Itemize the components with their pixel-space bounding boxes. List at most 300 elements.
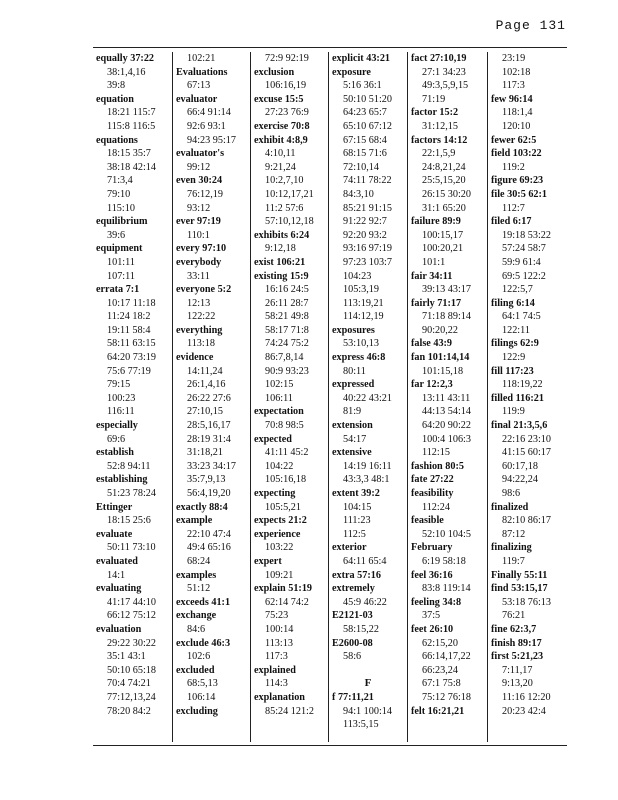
index-column-5 [407,52,487,742]
page-reference: 41:17 44:10 [107,596,156,608]
page-reference: 101:1 [422,256,446,268]
page-reference: 35:7,9,13 [187,474,226,486]
page-reference: 6:19 58:18 [422,555,466,567]
index-term: exchange [176,610,217,622]
page-reference: 22:16 23:10 [502,433,551,445]
page-reference: 114:12,19 [343,311,384,323]
page-reference: 112:5 [343,528,366,540]
index-term: exposure [332,66,371,78]
page-reference: 71:19 [422,93,446,105]
page-reference: 39:8 [107,80,126,92]
page-reference: 35:1 43:1 [107,651,146,663]
index-term: find 53:15,17 [491,583,548,595]
page-reference: 39:6 [107,229,126,241]
index-term: excluded [176,664,215,676]
index-term: express 46:8 [332,352,386,364]
page-reference: 70:8 98:5 [265,420,304,432]
index-term: existing 15:9 [254,270,309,282]
index-term: feel 36:16 [411,569,453,581]
page-reference: 68:15 71:6 [343,148,387,160]
page-reference: 103:22 [265,542,294,554]
page-reference: 104:15 [343,501,372,513]
page-reference: 85:24 121:2 [265,705,314,717]
page-reference: 53:10,13 [343,338,379,350]
section-letter: F [364,677,372,690]
index-term: explained [254,664,296,676]
index-term: feet 26:10 [411,623,454,635]
page-reference: 117:3 [265,651,288,663]
page-reference: 94:23 95:17 [187,134,236,146]
page-reference: 19:18 53:22 [502,229,551,241]
page-reference: 100:23 [107,392,136,404]
index-term: E2600-08 [332,637,373,649]
index-term: final 21:3,5,6 [491,420,548,432]
index-term: example [176,515,213,527]
index-term: every 97:10 [176,243,227,255]
page-reference: 26:22 27:6 [187,392,231,404]
page-reference: 54:17 [343,433,367,445]
index-term: extensive [332,447,372,459]
page-reference: 80:11 [343,365,366,377]
page-reference: 71:3,4 [107,175,133,187]
index-term: everything [176,324,223,336]
page-reference: 76:12,19 [187,188,223,200]
page-reference: 105:16,18 [265,474,307,486]
page-reference: 113:19,21 [343,297,384,309]
page-reference: 107:11 [107,270,135,282]
index-term: everybody [176,256,222,268]
page-reference: 85:21 91:15 [343,202,392,214]
page-reference: 13:11 43:11 [422,392,471,404]
page-reference: 26:1,4,16 [187,379,226,391]
page-reference: 67:15 68:4 [343,134,387,146]
page-reference: 112:24 [422,501,450,513]
page-reference: 18:21 115:7 [107,107,156,119]
page-reference: 122:22 [187,311,216,323]
index-term: evaluator [176,93,218,105]
index-term: evidence [176,352,214,364]
index-term: examples [176,569,217,581]
page-reference: 10:17 11:18 [107,297,156,309]
page-reference: 10:2,7,10 [265,175,304,187]
page-reference: 26:11 28:7 [265,297,309,309]
page-reference: 66:23,24 [422,664,458,676]
page-reference: 41:15 60:17 [502,447,551,459]
index-term: extremely [332,583,375,595]
page-reference: 79:15 [107,379,131,391]
page-reference: 113:13 [265,637,293,649]
page-reference: 120:10 [502,120,531,132]
page-reference: 66:4 91:14 [187,107,231,119]
page-reference: 109:21 [265,569,294,581]
page-reference: 70:4 74:21 [107,678,151,690]
index-term: figure 69:23 [491,175,544,187]
page-reference: 112:7 [502,202,525,214]
index-column-1 [93,52,172,742]
page-reference: 49:4 65:16 [187,542,231,554]
index-term: expressed [332,379,375,391]
index-term: evaluate [96,528,133,540]
page-reference: 113:18 [187,338,215,350]
index-term: excluding [176,705,218,717]
index-term: evaluator's [176,148,225,160]
index-column-4 [328,52,407,742]
page-reference: 62:15,20 [422,637,458,649]
page-reference: 60:17,18 [502,460,538,472]
index-term: first 5:21,23 [491,651,544,663]
index-term: factors 14:12 [411,134,468,146]
index-term: expecting [254,488,296,499]
page-reference: 58:15,22 [343,623,379,635]
index-term: everyone 5:2 [176,284,232,296]
page-reference: 68:5,13 [187,678,218,690]
page-reference: 101:11 [107,256,135,268]
index-term: exposures [332,324,375,336]
index-term: equally 37:22 [96,53,155,64]
index-term: finalizing [491,542,532,554]
page-reference: 66:12 75:12 [107,610,156,622]
page-reference: 27:10,15 [187,406,223,418]
index-term: exhibits 6:24 [254,229,310,241]
index-term: explanation [254,691,305,703]
page-reference: 38:18 42:14 [107,161,156,173]
page-reference: 56:4,19,20 [187,488,231,499]
page-reference: 28:5,16,17 [187,420,231,432]
page-reference: 67:13 [187,80,211,92]
index-term: exclusion [254,66,295,78]
page-number: Page 131 [495,18,566,33]
index-term: fine 62:3,7 [491,623,537,635]
index-term: file 30:5 62:1 [491,188,548,200]
index-term: E2121-03 [332,610,373,622]
page-reference: 105:5,21 [265,501,301,513]
index-term: false 43:9 [411,338,453,350]
page-reference: 90:9 93:23 [265,365,309,377]
index-term: equilibrium [96,216,148,228]
index-term: extent 39:2 [332,488,380,499]
page-reference: 101:15,18 [422,365,464,377]
page-reference: 10:12,17,21 [265,188,314,200]
index-term: expert [254,555,282,567]
page-reference: 115:10 [107,202,135,214]
page-reference: 11:2 57:6 [265,202,304,214]
index-term: filed 6:17 [491,216,532,228]
index-term: far 12:2,3 [411,379,453,391]
page-reference: 84:6 [187,623,206,635]
page-reference: 22:10 47:4 [187,528,231,540]
index-term: even 30:24 [176,175,223,187]
page-reference: 115:8 116:5 [107,120,156,132]
page-reference: 76:21 [502,610,526,622]
page-reference: 79:10 [107,188,131,200]
page-reference: 29:22 30:22 [107,637,156,649]
page-reference: 104:22 [265,460,294,472]
page-reference: 14:19 16:11 [343,460,392,472]
page-reference: 87:12 [502,528,526,540]
index-term: f 77:11,21 [332,691,374,703]
index-term: extra 57:16 [332,569,381,581]
index-term: failure 89:9 [411,216,461,228]
page-reference: 33:23 34:17 [187,460,236,472]
index-term: excuse 15:5 [254,93,304,105]
page-reference: 106:14 [187,691,216,703]
page-reference: 102:15 [265,379,294,391]
page-reference: 26:15 30:20 [422,188,471,200]
index-term: evaluated [96,555,138,567]
page-reference: 78:20 84:2 [107,705,151,717]
page-reference: 9:12,18 [265,243,296,255]
page-reference: 110:1 [187,229,210,241]
page-reference: 58:6 [343,651,362,663]
page-reference: 16:16 24:5 [265,284,309,296]
index-term: feasible [411,515,444,527]
page-reference: 74:11 78:22 [343,175,392,187]
index-term: fate 27:22 [411,474,454,486]
page-reference: 62:14 74:2 [265,596,309,608]
index-term: fair 34:11 [411,270,453,282]
index-term: Finally 55:11 [491,569,548,581]
page-reference: 92:20 93:2 [343,229,387,241]
page-reference: 41:11 45:2 [265,447,309,459]
page-reference: 102:6 [187,651,211,663]
page-reference: 64:23 65:7 [343,107,387,119]
page-reference: 114:3 [265,678,288,690]
page-reference: 50:10 51:20 [343,93,392,105]
page-reference: 23:19 [502,53,526,64]
index-term: exclude 46:3 [176,637,231,649]
page-reference: 99:12 [187,161,211,173]
page-reference: 113:5,15 [343,719,379,731]
index-term: finish 89:17 [491,637,542,649]
page-reference: 64:20 90:22 [422,420,471,432]
index-term: establishing [96,474,148,486]
index-term: evaluation [96,623,142,635]
page-reference [329,664,407,678]
index-term: extension [332,420,373,432]
index-term: establish [96,447,134,459]
page-reference: 83:8 119:14 [422,583,471,595]
page-reference: 9:13,20 [502,678,533,690]
page-reference: 5:16 36:1 [343,80,382,92]
page-reference: 31:18,21 [187,447,223,459]
page-reference: 66:14,17,22 [422,651,471,663]
page-reference: 44:13 54:14 [422,406,471,418]
index-term: field 103:22 [491,148,542,160]
index-term: feeling 34:8 [411,596,462,608]
page-reference: 53:18 76:13 [502,596,551,608]
page-reference: 14:1 [107,569,126,581]
index-term: exhibit 4:8,9 [254,134,308,146]
page-reference: 25:5,15,20 [422,175,466,187]
index-term: explain 51:19 [254,583,313,595]
index-term: finalized [491,501,529,513]
index-term: errata 7:1 [96,284,140,296]
index-term: equipment [96,243,143,255]
page-reference: 100:20,21 [422,243,464,255]
page-reference: 100:15,17 [422,229,464,241]
index-term: explicit 43:21 [332,53,391,64]
page-reference: 90:20,22 [422,324,458,336]
index-term: evaluating [96,583,142,595]
index-term: fairly 71:17 [411,297,462,309]
page-reference: 119:2 [502,161,525,173]
index-term: Evaluations [176,66,228,78]
page-reference: 106:11 [265,392,293,404]
page-reference: 58:17 71:8 [265,324,309,336]
page-reference: 28:19 31:4 [187,433,231,445]
index-term: fashion 80:5 [411,460,464,472]
page-reference: 69:6 [107,433,126,445]
page-reference: 81:9 [343,406,362,418]
page-reference: 64:1 74:5 [502,311,541,323]
page-reference: 94:1 100:14 [343,705,392,717]
index-term: exactly 88:4 [176,501,228,513]
page-reference: 50:11 73:10 [107,542,156,554]
page-reference: 22:1,5,9 [422,148,456,160]
page-reference: 100:4 106:3 [422,433,471,445]
page-reference: 97:23 103:7 [343,256,392,268]
page-reference: 72:9 92:19 [265,53,309,64]
index-term: filing 6:14 [491,297,535,309]
page-reference: 18:15 35:7 [107,148,151,160]
page-reference: 104:23 [343,270,372,282]
index-term: February [411,542,453,554]
page-reference: 33:11 [187,270,210,282]
index-term: exercise 70:8 [254,120,310,132]
page-reference: 118:19,22 [502,379,543,391]
page-reference: 106:16,19 [265,80,307,92]
page-reference: 43:3,3 48:1 [343,474,390,486]
index-term: Ettinger [96,501,133,513]
page-reference: 11:24 18:2 [107,311,151,323]
page-reference: 59:9 61:4 [502,256,541,268]
page-reference: 18:15 25:6 [107,515,151,527]
index-term: equation [96,93,134,105]
page-reference: 69:5 122:2 [502,270,546,282]
page-reference: 102:21 [187,53,216,64]
index-term: fill 117:23 [491,365,534,377]
index-term: especially [96,420,138,432]
index-term: expects 21:2 [254,515,307,527]
page-reference: 72:10,14 [343,161,379,173]
page-reference: 75:12 76:18 [422,691,471,703]
page-reference: 57:24 58:7 [502,243,546,255]
index-term: exceeds 41:1 [176,596,231,608]
page-reference: 122:9 [502,352,526,364]
page-reference: 64:11 65:4 [343,555,387,567]
page-reference: 40:22 43:21 [343,392,392,404]
page-reference: 51:23 78:24 [107,488,156,499]
page-reference: 75:23 [265,610,289,622]
page-reference: 38:1,4,16 [107,66,146,78]
index-term: fan 101:14,14 [411,352,470,364]
page-reference: 58:11 63:15 [107,338,156,350]
index-term: factor 15:2 [411,107,459,119]
page-reference: 93:12 [187,202,211,214]
index-term: ever 97:19 [176,216,221,228]
page-reference: 84:3,10 [343,188,374,200]
page-reference: 105:3,19 [343,284,379,296]
index-term: few 96:14 [491,93,533,105]
index-table [93,47,567,746]
page-reference: 52:8 94:11 [107,460,151,472]
page-reference: 75:6 77:19 [107,365,151,377]
page-reference: 94:22,24 [502,474,538,486]
page-reference: 24:8,21,24 [422,161,466,173]
page-reference: 49:3,5,9,15 [422,80,469,92]
page-reference: 19:11 58:4 [107,324,151,336]
page-reference: 58:21 49:8 [265,311,309,323]
index-term: filings 62:9 [491,338,539,350]
page-reference: 14:11,24 [187,365,223,377]
page-reference: 68:24 [187,555,211,567]
index-term: fact 27:10,19 [411,53,467,64]
index-term: fewer 62:5 [491,134,537,146]
page-reference: 31:12,15 [422,120,458,132]
page-reference: 111:23 [343,515,371,527]
page-reference: 4:10,11 [265,148,296,160]
index-column-2 [172,52,250,742]
page-reference: 20:23 42:4 [502,705,546,717]
page-reference: 122:11 [502,324,530,336]
page-reference: 118:1,4 [502,107,533,119]
page-reference: 51:12 [187,583,211,595]
page-reference: 117:3 [502,80,525,92]
page-reference: 122:5,7 [502,284,533,296]
index-term: filled 116:21 [491,392,544,404]
page-reference: 116:11 [107,406,135,418]
index-term: expected [254,433,292,445]
page-reference: 92:6 93:1 [187,120,226,132]
page-reference: 11:16 12:20 [502,691,551,703]
page-reference: 86:7,8,14 [265,352,304,364]
page-reference: 112:15 [422,447,450,459]
index-term: felt 16:21,21 [411,705,465,717]
page-reference: 64:20 73:19 [107,352,156,364]
page-reference: 12:13 [187,297,211,309]
page-reference: 102:18 [502,66,531,78]
index-term: equations [96,134,138,146]
index-term: feasibility [411,488,454,499]
page-reference: 57:10,12,18 [265,216,314,228]
index-term: experience [254,528,301,540]
page-reference: 45:9 46:22 [343,596,387,608]
page-reference: 52:10 104:5 [422,528,471,540]
page-reference: 50:10 65:18 [107,664,156,676]
page-reference: 77:12,13,24 [107,691,156,703]
page-reference: 119:7 [502,555,525,567]
page-reference: 67:1 75:8 [422,678,461,690]
index-term: expectation [254,406,304,418]
page-reference: 119:9 [502,406,525,418]
page-reference: 82:10 86:17 [502,515,551,527]
index-column-3 [250,52,328,742]
page-reference: 98:6 [502,488,521,499]
page-reference: 7:11,17 [502,664,533,676]
page-reference: 91:22 92:7 [343,216,387,228]
page-reference: 31:1 65:20 [422,202,466,214]
page-reference: 27:23 76:9 [265,107,309,119]
index-term: exterior [332,542,367,554]
index-term: exist 106:21 [254,256,306,268]
page-reference: 27:1 34:23 [422,66,466,78]
page-reference: 100:14 [265,623,294,635]
page-reference: 65:10 67:12 [343,120,392,132]
index-column-6 [487,52,567,742]
page-reference: 39:13 43:17 [422,284,471,296]
page-reference: 9:21,24 [265,161,296,173]
page-reference: 71:18 89:14 [422,311,471,323]
